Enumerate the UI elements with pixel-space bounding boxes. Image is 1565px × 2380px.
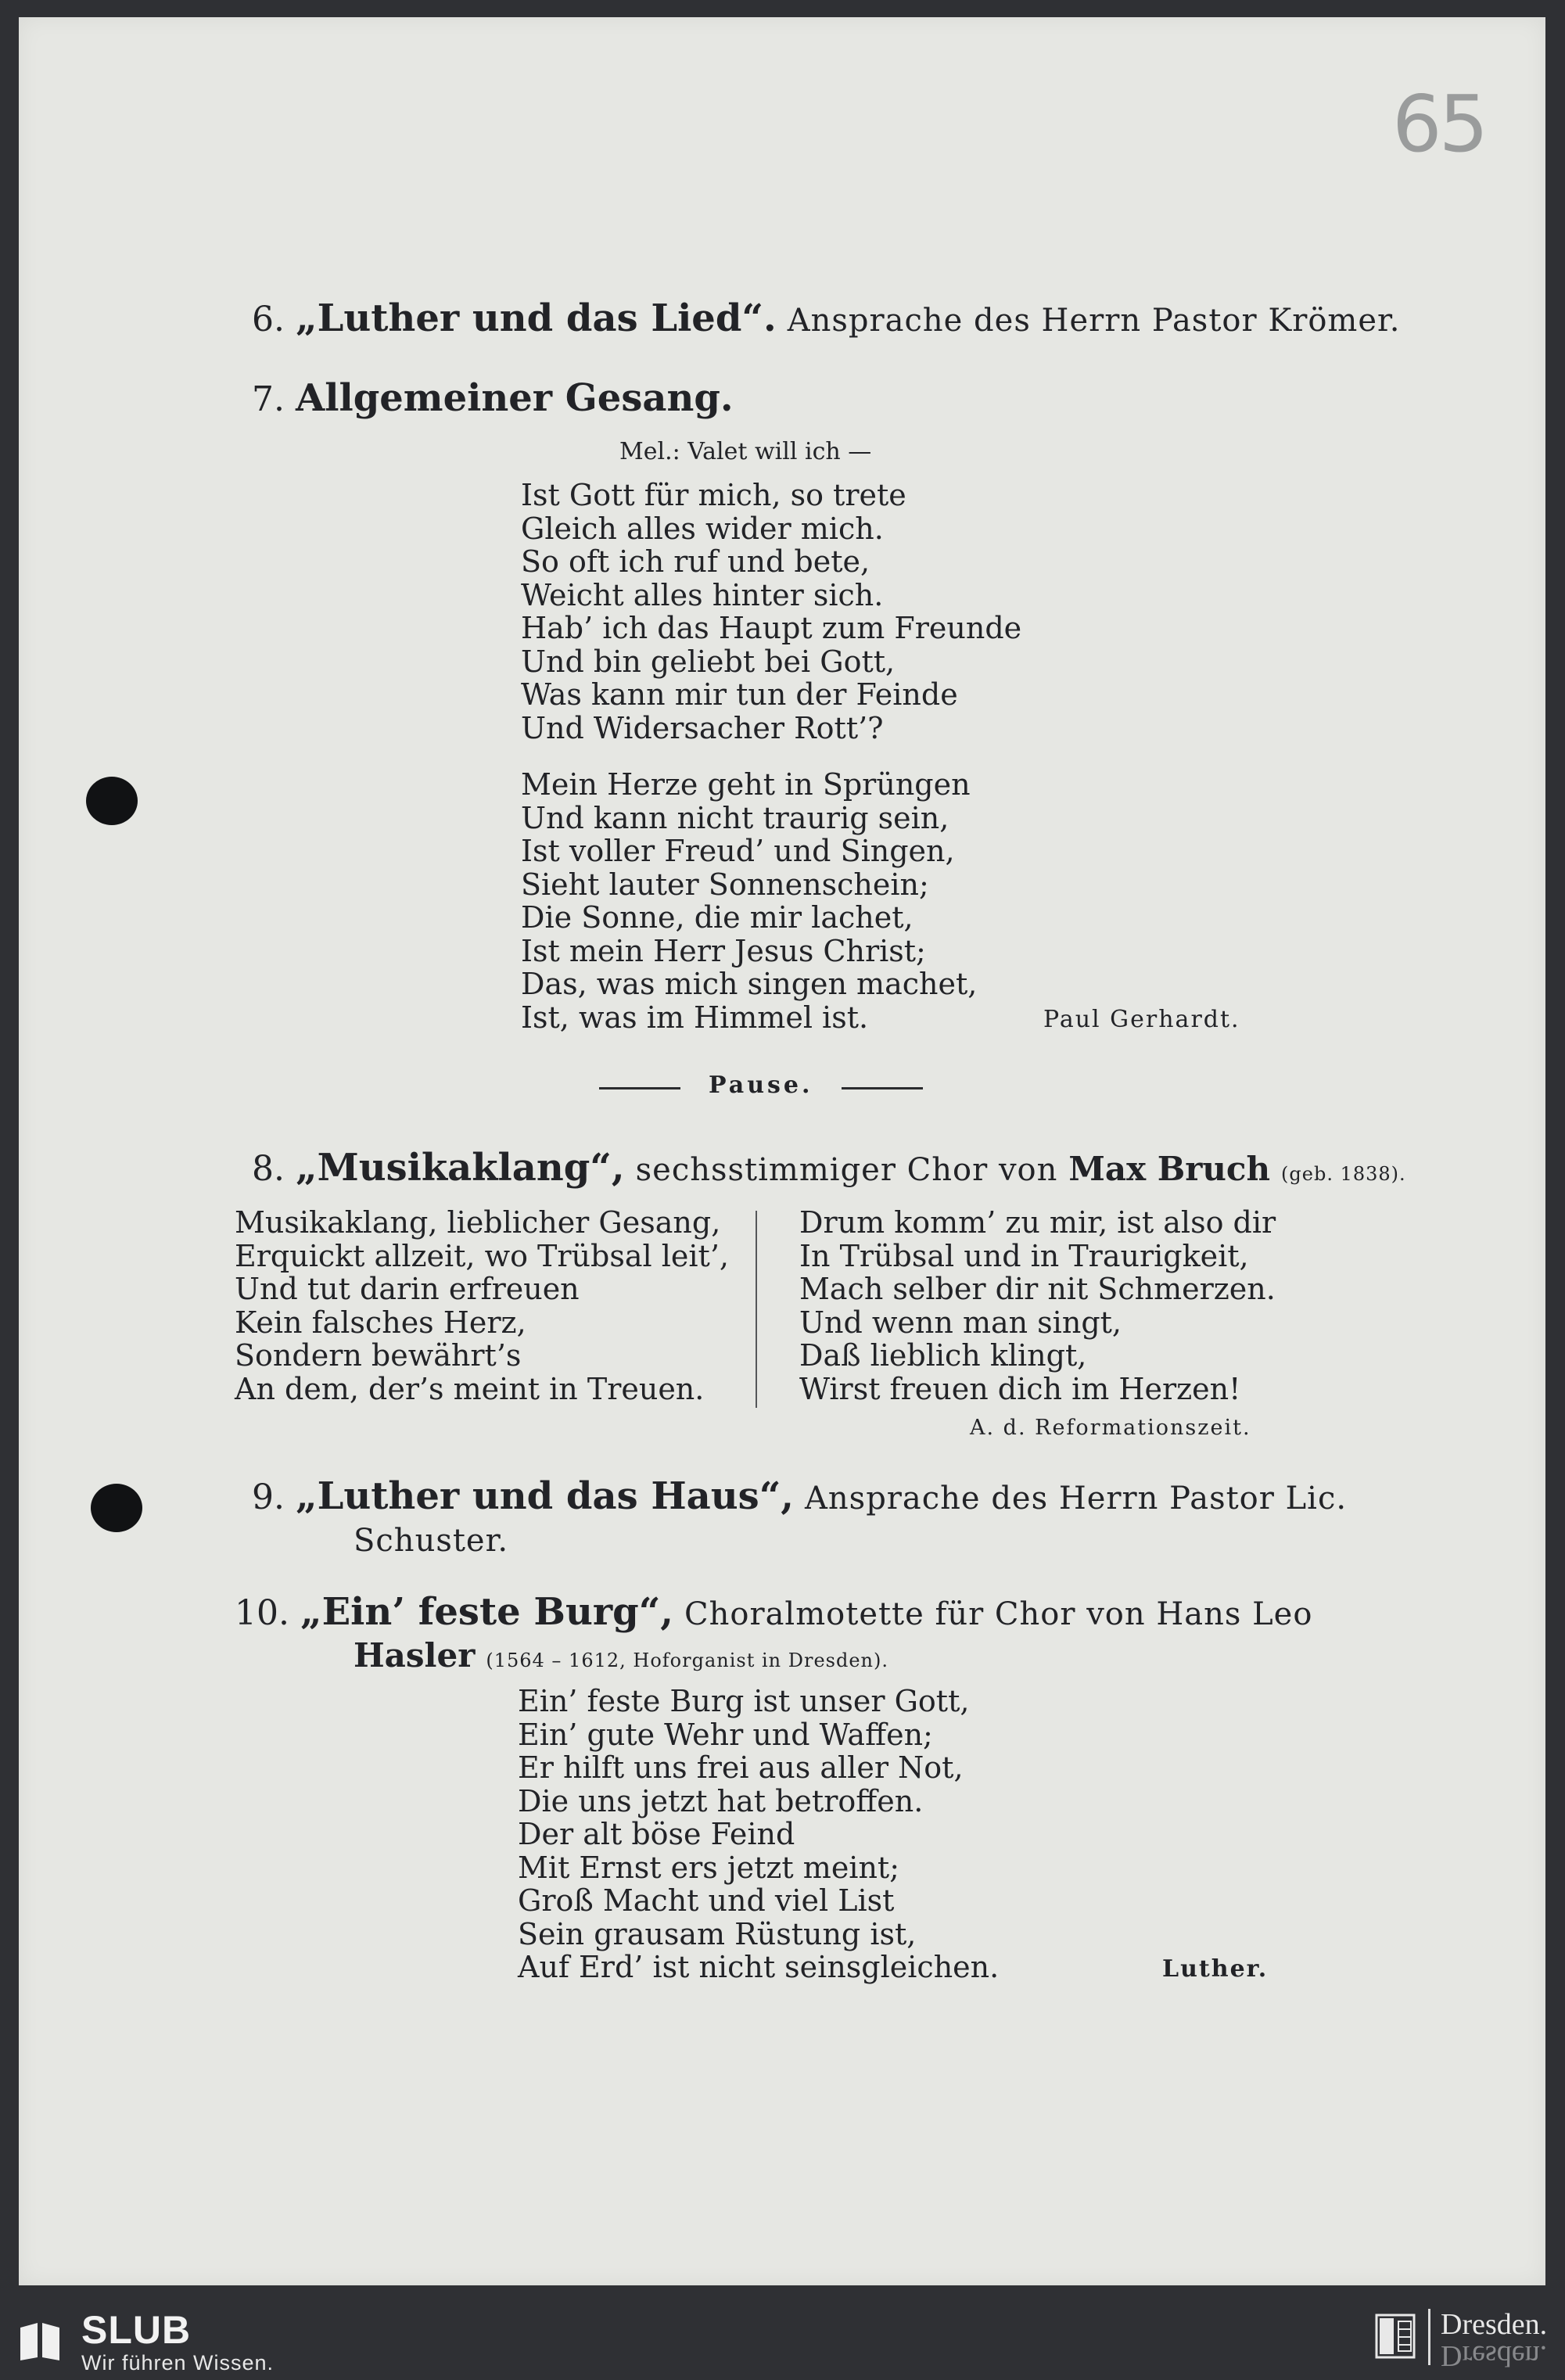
verse-line: Drum komm’ zu mir, ist also dir: [799, 1205, 1276, 1240]
verse-line: Ist Gott für mich, so trete: [521, 478, 906, 512]
item-number: 7.: [252, 379, 285, 419]
item-description: Choralmotette für Chor von Hans Leo: [684, 1596, 1313, 1632]
item-title: „Ein’ feste Burg“,: [300, 1590, 674, 1634]
verse-line: Ist mein Herr Jesus Christ;: [521, 933, 926, 968]
pause-rule-right: [842, 1087, 923, 1089]
hymn-verse-luther: [518, 1685, 999, 1984]
slub-tagline: Wir führen Wissen.: [81, 2351, 275, 2375]
verse-line: Und bin geliebt bei Gott,: [521, 644, 896, 679]
melody-note: Mel.: Valet will ich —: [619, 438, 872, 465]
verse-line: Wirst freuen dich im Herzen!: [799, 1371, 1241, 1406]
verse-line: Mach selber dir nit Schmerzen.: [799, 1272, 1276, 1306]
program-item-8: [252, 1147, 1406, 1195]
verse-line: Auf Erd’ ist nicht seinsgleichen.: [518, 1950, 1000, 1984]
verse-line: So oft ich ruf und bete,: [521, 544, 870, 579]
verse-line: Mein Herze geht in Sprüngen: [521, 767, 971, 802]
dresden-logo-reflection: Dresden.: [1441, 2339, 1548, 2372]
verse-line: Die Sonne, die mir lachet,: [521, 900, 914, 935]
verse-line: Daß lieblich klingt,: [799, 1338, 1087, 1373]
item-number: 9.: [252, 1477, 285, 1517]
book-icon: [17, 2317, 63, 2362]
pause-label: Pause.: [709, 1072, 813, 1099]
verse-line: Ein’ feste Burg ist unser Gott,: [518, 1684, 970, 1718]
verse-line: An dem, der’s meint in Treuen.: [235, 1371, 705, 1406]
verse-line: Weicht alles hinter sich.: [521, 577, 884, 612]
verse-line: In Trübsal und in Traurigkeit,: [799, 1238, 1249, 1273]
verse-line: Und kann nicht traurig sein,: [521, 800, 949, 835]
program-item-9: [252, 1475, 1347, 1520]
chorus-verse-right: [799, 1206, 1276, 1405]
punch-hole: [86, 777, 138, 825]
dresden-logo-text: Dresden.: [1441, 2308, 1548, 2341]
program-item-10-continued: [354, 1635, 888, 1682]
item-description: Ansprache des Herrn Pastor Krömer.: [787, 303, 1401, 339]
hymn-verse-1: [521, 479, 1021, 745]
author-credit: A. d. Reformationszeit.: [970, 1416, 1251, 1440]
verse-line: Ist voller Freud’ und Singen,: [521, 834, 955, 868]
item-number: 10.: [235, 1593, 289, 1633]
verse-line: Die uns jetzt hat betroffen.: [518, 1783, 924, 1818]
program-item-6: [252, 297, 1400, 342]
composer-note: (geb. 1838).: [1281, 1163, 1406, 1185]
item-title: Allgemeiner Gesang.: [295, 376, 734, 420]
author-credit: Paul Gerhardt.: [1043, 1006, 1240, 1033]
verse-line: Was kann mir tun der Feinde: [521, 677, 958, 712]
item-title: „Luther und das Lied“.: [295, 296, 777, 340]
verse-line: Gleich alles wider mich.: [521, 511, 884, 546]
verse-line: Mit Ernst ers jetzt meint;: [518, 1850, 900, 1885]
composer-name: Max Bruch: [1068, 1150, 1271, 1188]
author-credit: Luther.: [1162, 1955, 1269, 1983]
item-description: Ansprache des Herrn Pastor Lic.: [805, 1481, 1348, 1517]
verse-line: Sieht lauter Sonnenschein;: [521, 867, 929, 902]
page-number: 65: [1392, 78, 1486, 170]
item-number: 6.: [252, 300, 285, 339]
verse-line: Erquickt allzeit, wo Trübsal leit’,: [235, 1238, 729, 1273]
verse-line: Groß Macht und viel List: [518, 1883, 895, 1918]
verse-line: Sondern bewährt’s: [235, 1338, 522, 1373]
verse-line: Der alt böse Feind: [518, 1817, 795, 1851]
composer-name: Hasler: [354, 1636, 476, 1675]
footer-divider: [1428, 2309, 1430, 2365]
program-item-10: [235, 1591, 1312, 1635]
program-item-7: [252, 377, 734, 421]
composer-note: (1564 – 1612, Hoforganist in Dresden).: [486, 1649, 888, 1671]
program-item-9-continued: [354, 1519, 508, 1562]
item-title: „Musikaklang“,: [295, 1146, 625, 1190]
item-description: Schuster.: [354, 1523, 509, 1559]
verse-line: Sein grausam Rüstung ist,: [518, 1916, 917, 1951]
dresden-crest-icon: [1375, 2314, 1416, 2359]
item-description: sechsstimmiger Chor von: [635, 1152, 1058, 1188]
punch-hole: [91, 1484, 142, 1532]
item-title: „Luther und das Haus“,: [295, 1474, 795, 1518]
verse-line: Ein’ gute Wehr und Waffen;: [518, 1717, 933, 1752]
verse-line: Er hilft uns frei aus aller Not,: [518, 1750, 964, 1785]
verse-line: Musikaklang, lieblicher Gesang,: [235, 1205, 721, 1240]
verse-line: Und tut darin erfreuen: [235, 1272, 580, 1306]
chorus-verse-left: [235, 1206, 729, 1405]
column-divider: [756, 1211, 757, 1408]
hymn-verse-2: [521, 768, 977, 1034]
verse-line: Und wenn man singt,: [799, 1305, 1122, 1340]
item-number: 8.: [252, 1149, 285, 1189]
pause-rule-left: [599, 1087, 680, 1089]
verse-line: Ist, was im Himmel ist.: [521, 1000, 869, 1035]
verse-line: Das, was mich singen machet,: [521, 967, 978, 1001]
verse-line: Hab’ ich das Haupt zum Freunde: [521, 611, 1022, 645]
slub-logo-text: SLUB: [81, 2308, 192, 2352]
verse-line: Und Widersacher Rott’?: [521, 710, 884, 745]
verse-line: Kein falsches Herz,: [235, 1305, 526, 1340]
